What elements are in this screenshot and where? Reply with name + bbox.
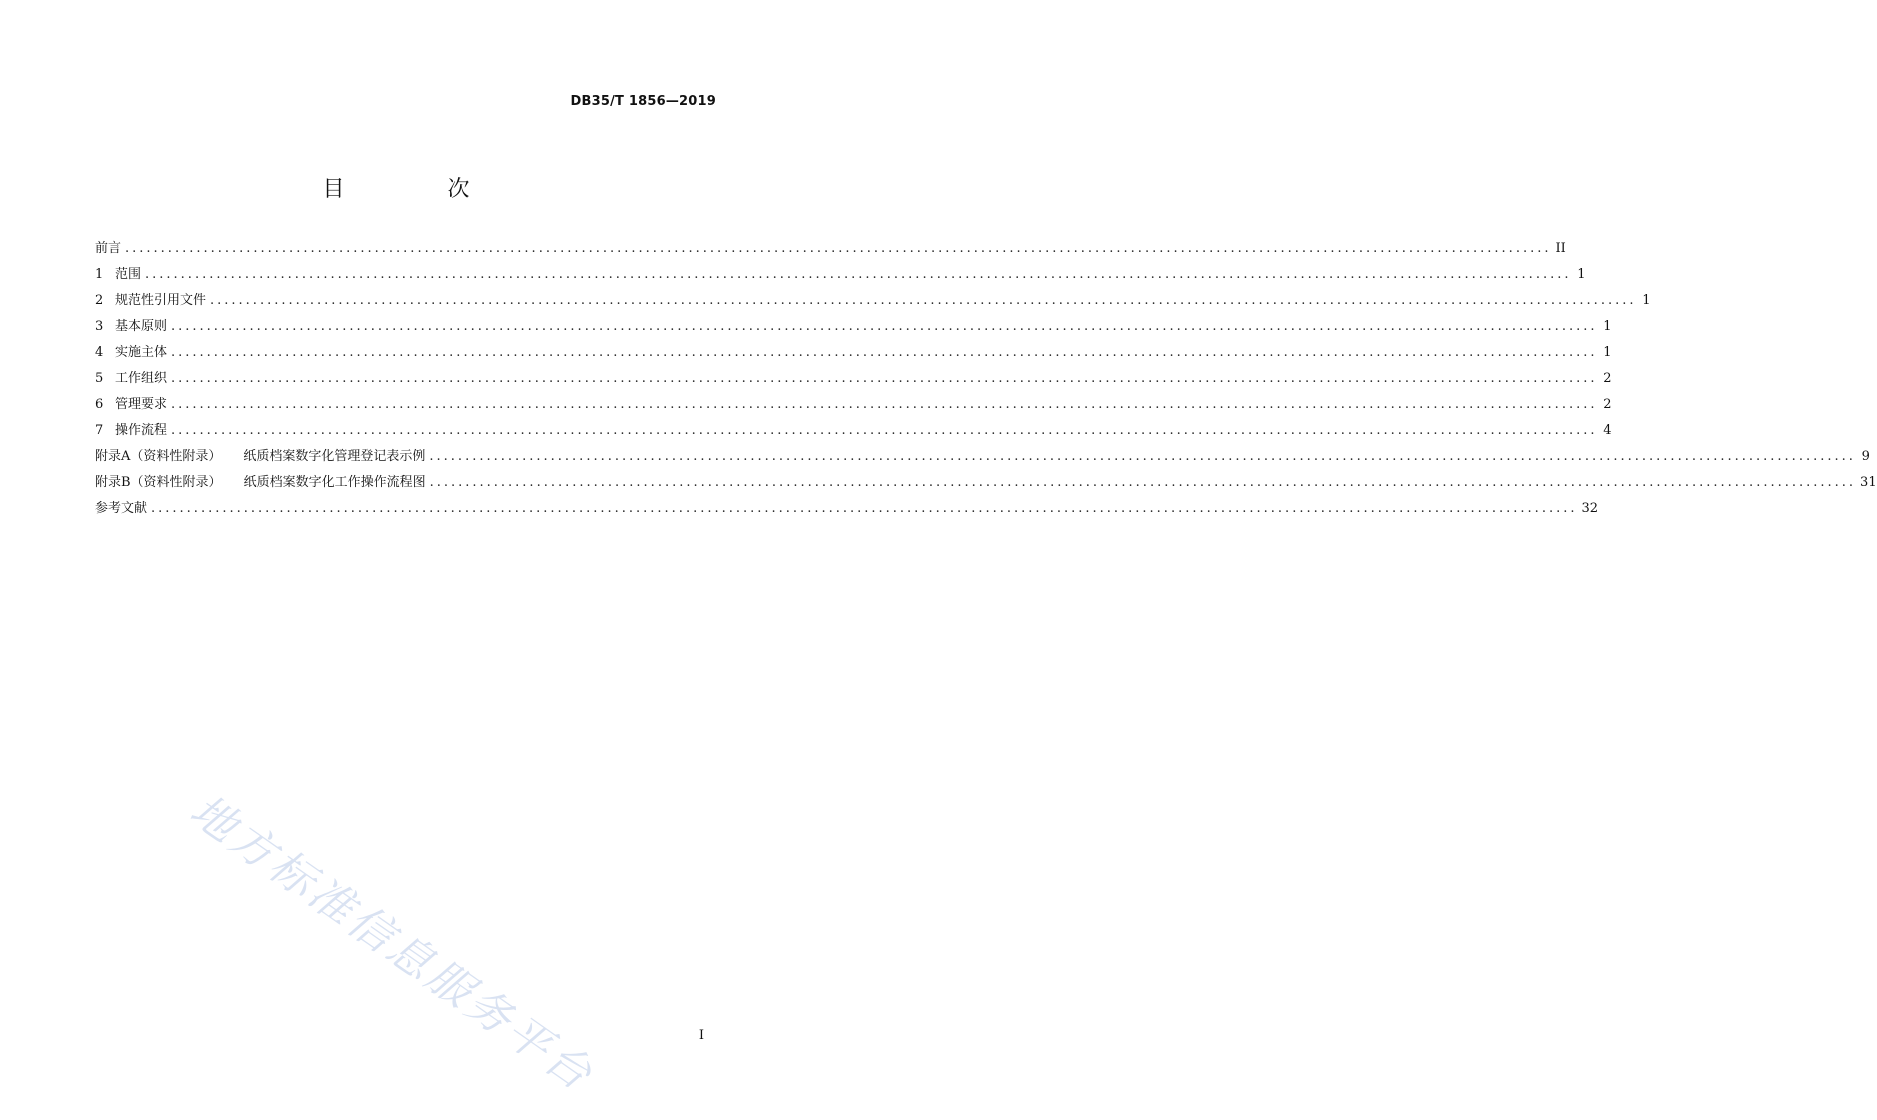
toc-entry-3[interactable] <box>95 314 1612 340</box>
toc-leader-dots: ........................................................................................................................................................................................................ <box>151 501 1578 516</box>
toc-leader-dots: ........................................................................................................................................................................................................ <box>171 397 1598 412</box>
toc-section-number: 5 <box>95 371 104 386</box>
toc-page-number: 9 <box>1861 449 1870 464</box>
toc-leader-dots: ........................................................................................................................................................................................................ <box>171 345 1598 360</box>
toc-section-number: 2 <box>95 293 104 308</box>
toc-label <box>95 444 425 470</box>
toc-entry-7[interactable] <box>95 418 1612 444</box>
toc-section-number: 4 <box>95 345 104 360</box>
toc-section-number: 7 <box>95 423 104 438</box>
toc-page-number: 1 <box>1577 267 1586 282</box>
toc-label <box>95 470 426 496</box>
toc-entry-4[interactable] <box>95 340 1612 366</box>
toc-label: 工作组织 <box>115 371 168 386</box>
toc-page-number: II <box>1555 241 1566 256</box>
toc-label: 管理要求 <box>115 397 168 412</box>
toc-entry-appendix-a[interactable] <box>95 444 1870 470</box>
toc-entry-appendix-b[interactable] <box>95 470 1877 496</box>
toc-section-number: 6 <box>95 397 104 412</box>
toc-leader-dots: ........................................................................................................................................................................................................ <box>125 241 1552 256</box>
toc-label: 基本原则 <box>115 319 168 334</box>
toc-entry-foreword[interactable] <box>95 236 1566 262</box>
watermark-text: 地方标准信息服务平台 <box>180 784 604 1102</box>
toc-page-number: 4 <box>1603 423 1612 438</box>
toc-leader-dots: ........................................................................................................................................................................................................ <box>145 267 1572 282</box>
toc-page-number: 32 <box>1581 501 1599 516</box>
toc-section-number: 3 <box>95 319 104 334</box>
toc-label: 实施主体 <box>115 345 168 360</box>
toc-label: 范围 <box>115 267 142 282</box>
toc-leader-dots: ........................................................................................................................................................................................................ <box>171 423 1598 438</box>
toc-section-number: 1 <box>95 267 104 282</box>
appendix-label: 附录A（资料性附录） <box>95 449 222 464</box>
appendix-title: 纸质档案数字化管理登记表示例 <box>243 449 426 464</box>
toc-leader-dots: ........................................................................................................................................................................................................ <box>171 319 1598 334</box>
table-of-contents <box>95 236 1877 522</box>
toc-entry-1[interactable] <box>95 262 1586 288</box>
toc-entry-5[interactable] <box>95 366 1612 392</box>
toc-page-number: 2 <box>1603 371 1612 386</box>
toc-leader-dots: ........................................................................................................................................................................................................ <box>210 293 1637 308</box>
appendix-title: 纸质档案数字化工作操作流程图 <box>243 475 426 490</box>
page-number: I <box>698 1028 704 1043</box>
toc-label: 前言 <box>95 241 122 256</box>
toc-leader-dots: ........................................................................................................................................................................................................ <box>429 475 1857 490</box>
toc-page-number: 2 <box>1603 397 1612 412</box>
appendix-label: 附录B（资料性附录） <box>95 475 222 490</box>
document-code: DB35/T 1856—2019 <box>570 94 716 109</box>
toc-entry-references[interactable] <box>95 496 1599 522</box>
toc-leader-dots: ........................................................................................................................................................................................................ <box>429 449 1856 464</box>
toc-label: 操作流程 <box>115 423 168 438</box>
toc-page-number: 1 <box>1603 345 1612 360</box>
toc-title: 目 次 <box>322 177 518 202</box>
toc-page-number: 31 <box>1860 475 1877 490</box>
toc-label: 参考文献 <box>95 501 148 516</box>
toc-page-number: 1 <box>1642 293 1651 308</box>
toc-entry-2[interactable] <box>95 288 1651 314</box>
toc-entry-6[interactable] <box>95 392 1612 418</box>
toc-page-number: 1 <box>1603 319 1612 334</box>
toc-leader-dots: ........................................................................................................................................................................................................ <box>171 371 1598 386</box>
toc-label: 规范性引用文件 <box>115 293 207 308</box>
